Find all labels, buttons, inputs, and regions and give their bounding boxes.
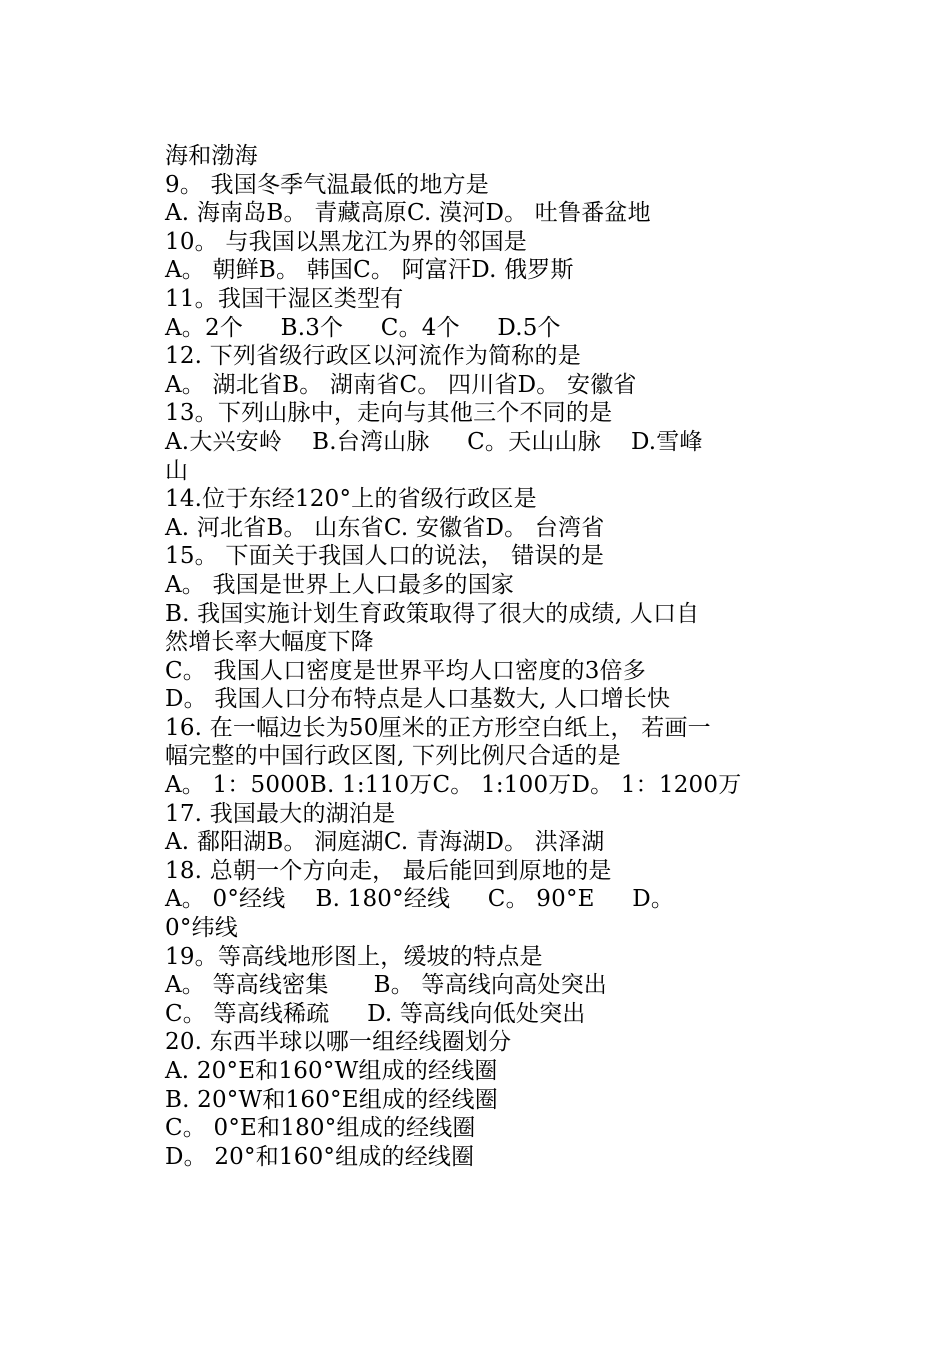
question-16: 16. 在一幅边长为50厘米的正方形空白纸上， 若画一	[165, 714, 711, 741]
question-15-option-b: B. 我国实施计划生育政策取得了很大的成绩, 人口自	[165, 600, 700, 627]
question-11-options: A。2个 B.3个 C。4个 D.5个	[165, 314, 561, 341]
question-20-option-a: A. 20°E和160°W组成的经线圈	[165, 1058, 498, 1084]
question-18: 18. 总朝一个方向走， 最后能回到原地的是	[165, 857, 612, 884]
question-19-options-cd: C。 等高线稀疏 D. 等高线向低处突出	[165, 1000, 586, 1027]
question-17-options: A. 鄱阳湖B。 洞庭湖C. 青海湖D。 洪泽湖	[165, 829, 605, 856]
question-10: 10。 与我国以黑龙江为界的邻国是	[165, 228, 527, 255]
question-10-options: A。 朝鲜B。 韩国C。 阿富汗D. 俄罗斯	[165, 257, 574, 284]
question-20: 20. 东西半球以哪一组经线圈划分	[165, 1029, 512, 1056]
question-19-options-ab: A。 等高线密集 B。 等高线向高处突出	[165, 972, 607, 999]
text-line: 海和渤海	[165, 143, 258, 169]
question-19: 19。等高线地形图上，缓坡的特点是	[165, 943, 543, 970]
question-15-option-c: C。 我国人口密度是世界平均人口密度的3倍多	[165, 657, 646, 684]
question-15: 15。 下面关于我国人口的说法， 错误的是	[165, 543, 605, 570]
question-16-cont: 幅完整的中国行政区图, 下列比例尺合适的是	[165, 743, 621, 770]
question-11: 11。我国干湿区类型有	[165, 285, 404, 312]
question-9-options: A. 海南岛B。 青藏高原C. 漠河D。 吐鲁番盆地	[165, 200, 651, 227]
question-12: 12. 下列省级行政区以河流作为简称的是	[165, 343, 581, 370]
question-20-option-d: D。 20°和160°组成的经线圈	[165, 1143, 475, 1170]
question-15-option-b-cont: 然增长率大幅度下降	[165, 629, 374, 656]
question-13-options-cont: 山	[165, 457, 189, 484]
question-16-options: A。 1：5000B. 1:110万C。 1:100万D。 1：1200万	[165, 772, 742, 799]
question-18-options: A。 0°经线 B. 180°经线 C。 90°E D。	[165, 886, 675, 913]
question-20-option-c: C。 0°E和180°组成的经线圈	[165, 1115, 476, 1142]
question-9: 9。 我国冬季气温最低的地方是	[165, 171, 489, 198]
question-17: 17. 我国最大的湖泊是	[165, 800, 396, 827]
document-text-block	[165, 142, 795, 1171]
question-14-options: A. 河北省B。 山东省C. 安徽省D。 台湾省	[165, 514, 605, 541]
question-15-option-d: D。 我国人口分布特点是人口基数大, 人口增长快	[165, 686, 671, 713]
question-13: 13。下列山脉中，走向与其他三个不同的是	[165, 400, 613, 427]
question-15-option-a: A。 我国是世界上人口最多的国家	[165, 571, 515, 598]
question-18-options-cont: 0°纬线	[165, 915, 238, 942]
question-20-option-b: B. 20°W和160°E组成的经线圈	[165, 1086, 498, 1113]
question-12-options: A。 湖北省B。 湖南省C。 四川省D。 安徽省	[165, 371, 637, 398]
question-13-options: A.大兴安岭 B.台湾山脉 C。天山山脉 D.雪峰	[165, 428, 703, 455]
question-14: 14.位于东经120°上的省级行政区是	[165, 486, 537, 513]
